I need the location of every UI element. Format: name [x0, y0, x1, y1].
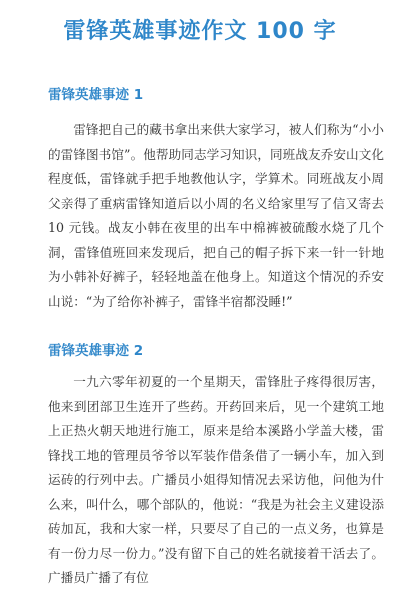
section-heading-2: 雷锋英雄事迹 2	[48, 343, 144, 359]
section-paragraph-1: 雷锋把自己的藏书拿出来供大家学习，被人们称为“小小的雷锋图书馆”。他帮助同志学习知识，同班战友乔安山文化程度低，雷锋就手把手地教他认字，学算术。同班战友小周父亲得了重病雷锋知道后以小周的名义给家里写了信又寄去 10 元钱。战友小韩在夜里的出车中棉裤被硫酸水烧了几个洞，雷锋值班回来发现后，把自己的帽子拆下来一针一针地为小韩补好裤子，轻轻地盖在他身上。知道这个情况的乔安山说：“为了给你补裤子，雷锋半宿都没睡!”	[48, 122, 384, 309]
document-title: 雷锋英雄事迹作文 100 字	[63, 19, 337, 44]
section-paragraph-2: 一九六零年初夏的一个星期天，雷锋肚子疼得很厉害，他来到团部卫生连开了些药。开药回来后，见一个建筑工地上正热火朝天地进行施工，原来是给本溪路小学盖大楼，雷锋找工地的管理员爷爷以军装作借条借了一辆小车，加入到运砖的行列中去。广播员小姐得知情况去采访他，问他为什么来，叫什么，哪个部队的，他说：“我是为社会主义建设添砖加瓦，我和大家一样，只要尽了自己的一点义务，也算是有一份力尽一份力。”没有留下自己的姓名就接着干活去了。广播员广播了有位	[48, 374, 384, 585]
section-heading-1: 雷锋英雄事迹 1	[48, 87, 144, 103]
